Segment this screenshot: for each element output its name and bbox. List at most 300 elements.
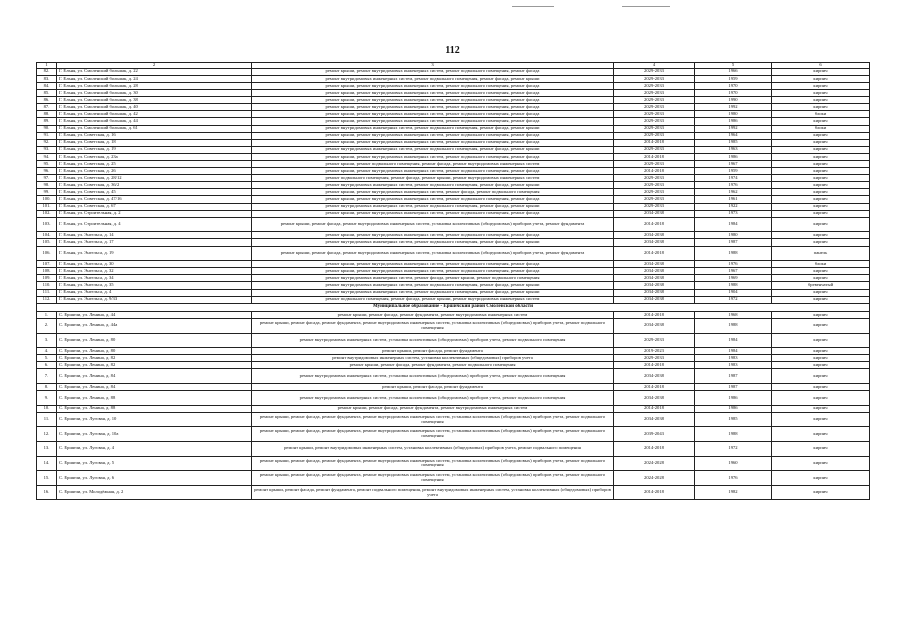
wall-material-cell: кирпич	[772, 427, 870, 442]
row-number: 103.	[37, 217, 57, 232]
row-number: 105.	[37, 239, 57, 246]
row-number: 108.	[37, 268, 57, 275]
address-cell: Г. Ельня, ул. Энгельса, д. 30	[57, 261, 252, 268]
period-cell: 2019-2023	[614, 348, 695, 355]
period-cell: 2029-2033	[614, 111, 695, 118]
top-rule-left	[512, 6, 554, 7]
table-row	[37, 68, 870, 75]
column-number: 4	[614, 63, 695, 69]
address-cell: Г. Ельня, ул. Смоленский большак, д. 22	[57, 68, 252, 75]
row-number: 4.	[37, 348, 57, 355]
row-number: 102.	[37, 210, 57, 217]
period-cell: 2029-2033	[614, 146, 695, 153]
address-cell: С. Ершичи, ул. Ленина, д. 88	[57, 405, 252, 412]
period-cell: 2014-2018	[614, 362, 695, 369]
table-row	[37, 111, 870, 118]
address-cell: Г. Ельня, ул. Энгельса, д. 14	[57, 232, 252, 239]
table-row	[37, 333, 870, 348]
row-number: 83.	[37, 75, 57, 82]
address-cell: Г. Ельня, ул. Советская, д. 16	[57, 132, 252, 139]
page-number: 112	[445, 45, 460, 56]
build-year-cell: 1983	[695, 362, 772, 369]
build-year-cell: 1986	[695, 118, 772, 125]
period-cell: 2024-2028	[614, 456, 695, 471]
wall-material-cell: кирпич	[772, 68, 870, 75]
wall-material-cell: кирпич	[772, 161, 870, 168]
row-number: 94.	[37, 153, 57, 160]
works-cell: ремонт крыши, ремонт фасада, ремонт внутридомовых инженерных систем, установка коллективных (общедомовых) приборов учета, ремонт фундамента	[252, 246, 614, 261]
row-number: 93.	[37, 146, 57, 153]
row-number: 13.	[37, 442, 57, 457]
build-year-cell: 1984	[695, 348, 772, 355]
build-year-cell: 1970	[695, 82, 772, 89]
period-cell: 2029-2033	[614, 175, 695, 182]
wall-material-cell: кирпич	[772, 90, 870, 97]
table-row	[37, 391, 870, 406]
address-cell: С. Ершичи, ул. Ленина, д. 80	[57, 348, 252, 355]
table-row	[37, 75, 870, 82]
table-row	[37, 362, 870, 369]
works-cell: ремонт крыши, ремонт внутридомовых инженерных систем, ремонт подвального помещения, ремонт фасада	[252, 268, 614, 275]
column-number: 5	[695, 63, 772, 69]
wall-material-cell: кирпич	[772, 232, 870, 239]
works-cell: ремонт крыши, ремонт внутридомовых инженерных систем, ремонт подвального помещения, ремонт фасада	[252, 196, 614, 203]
wall-material-cell: кирпич	[772, 442, 870, 457]
address-cell: С. Ершичи, ул. Луговая, д. 5	[57, 456, 252, 471]
works-cell: ремонт внутридомовых инженерных систем, ремонт подвального помещения, ремонт фасада, ремонт крыши	[252, 289, 614, 296]
wall-material-cell: бревенчатый	[772, 282, 870, 289]
table-row	[37, 471, 870, 486]
address-cell: Г. Ельня, ул. Смоленский большак, д. 38	[57, 97, 252, 104]
wall-material-cell: кирпич	[772, 355, 870, 362]
works-cell: ремонт крыши, ремонт фасада, ремонт фундамента	[252, 348, 614, 355]
wall-material-cell: блоки	[772, 125, 870, 132]
address-cell: Г. Ельня, ул. Советская, д. 19	[57, 146, 252, 153]
build-year-cell: 1988	[695, 282, 772, 289]
wall-material-cell: кирпич	[772, 348, 870, 355]
period-cell: 2029-2033	[614, 68, 695, 75]
address-cell: Г. Ельня, ул. Советская, д. 28/12	[57, 175, 252, 182]
table-row	[37, 175, 870, 182]
wall-material-cell: кирпич	[772, 405, 870, 412]
wall-material-cell: кирпич	[772, 75, 870, 82]
build-year-cell: 1959	[695, 75, 772, 82]
table-row	[37, 82, 870, 89]
table-row	[37, 348, 870, 355]
address-cell: Г. Ельня, ул. Смоленский большак, д. 24	[57, 75, 252, 82]
table-row	[37, 405, 870, 412]
build-year-cell: 1922	[695, 203, 772, 210]
wall-material-cell: кирпич	[772, 132, 870, 139]
build-year-cell: 1982	[695, 485, 772, 500]
row-number: 2.	[37, 318, 57, 333]
period-cell: 2034-2038	[614, 239, 695, 246]
works-cell: ремонт внутридомовых инженерных систем, ремонт подвального помещения, ремонт фасада, ремонт крыши	[252, 282, 614, 289]
wall-material-cell: кирпич	[772, 104, 870, 111]
works-cell: ремонт внутридомовых инженерных систем, установка коллективных (общедомовых) приборов учета, ремонт подвального помещения	[252, 333, 614, 348]
row-number: 10.	[37, 405, 57, 412]
wall-material-cell: кирпич	[772, 384, 870, 391]
address-cell: С. Ершичи, ул. Ленина, д. 84	[57, 384, 252, 391]
table-row	[37, 289, 870, 296]
address-cell: Г. Ельня, ул. Энгельса, д. 35	[57, 282, 252, 289]
works-cell: ремонт крыши, ремонт фасада, ремонт фундамента, ремонт внутридомовых инженерных систем	[252, 405, 614, 412]
row-number: 6.	[37, 362, 57, 369]
works-cell: ремонт крыши, ремонт внутридомовых инженерных систем, ремонт подвального помещения, ремонт фасада	[252, 232, 614, 239]
period-cell: 2014-2018	[614, 153, 695, 160]
address-cell: Г. Ельня, ул. Энгельса, д. 34	[57, 275, 252, 282]
period-cell: 2014-2018	[614, 442, 695, 457]
row-number: 96.	[37, 168, 57, 175]
table-row	[37, 146, 870, 153]
row-number: 11.	[37, 412, 57, 427]
build-year-cell: 1967	[695, 161, 772, 168]
build-year-cell: 1972	[695, 442, 772, 457]
table-row	[37, 104, 870, 111]
table-row	[37, 427, 870, 442]
build-year-cell: 1961	[695, 196, 772, 203]
column-number: 6	[772, 63, 870, 69]
wall-material-cell: кирпич	[772, 196, 870, 203]
period-cell: 2014-2018	[614, 405, 695, 412]
works-cell: ремонт внутридомовых инженерных систем, установка коллективных (общедомовых) приборов учета	[252, 355, 614, 362]
build-year-cell: 1964	[695, 132, 772, 139]
row-number: 16.	[37, 485, 57, 500]
row-number: 87.	[37, 104, 57, 111]
period-cell: 2034-2038	[614, 391, 695, 406]
works-cell: ремонт крыши, ремонт фасада, ремонт фундамента, ремонт внутридомовых инженерных систем	[252, 311, 614, 318]
build-year-cell: 1985	[695, 412, 772, 427]
works-cell: ремонт крыши, ремонт фасада, ремонт фундамента, ремонт внутридомовых инженерных систем, установка коллективных (общедомовых) приборов учета, ремонт подвального помещения	[252, 427, 614, 442]
build-year-cell: 1986	[695, 405, 772, 412]
address-cell: Г. Ельня, ул. Советская, д. 67	[57, 203, 252, 210]
build-year-cell: 1968	[695, 311, 772, 318]
period-cell: 2029-2033	[614, 97, 695, 104]
period-cell: 2034-2038	[614, 412, 695, 427]
period-cell: 2034-2038	[614, 318, 695, 333]
period-cell: 2029-2033	[614, 203, 695, 210]
row-number: 95.	[37, 161, 57, 168]
row-number: 99.	[37, 189, 57, 196]
period-cell: 2014-2018	[614, 384, 695, 391]
works-cell: ремонт внутридомовых инженерных систем, ремонт подвального помещения, ремонт фасада, ремонт крыши	[252, 239, 614, 246]
address-cell: С. Ершичи, ул. Ленина, д. 88	[57, 391, 252, 406]
row-number: 100.	[37, 196, 57, 203]
build-year-cell: 1972	[695, 296, 772, 303]
works-cell: ремонт крыши, ремонт фасада, ремонт фундамента, ремонт внутридомовых инженерных систем, установка коллективных (общедомовых) приборов учета, ремонт подвального помещения	[252, 412, 614, 427]
table-row	[37, 153, 870, 160]
row-number: 111.	[37, 289, 57, 296]
build-year-cell: 1974	[695, 175, 772, 182]
works-cell: ремонт крыши, ремонт внутридомовых инженерных систем, ремонт подвального помещения, ремонт фасада	[252, 132, 614, 139]
works-cell: ремонт крыши, ремонт фасада, ремонт фундамента, ремонт внутридомовых инженерных систем, установка коллективных (общедомовых) приборов учета, ремонт подвального помещения	[252, 318, 614, 333]
period-cell: 2029-2033	[614, 104, 695, 111]
table-row	[37, 318, 870, 333]
period-cell: 2029-2033	[614, 182, 695, 189]
table-row	[37, 282, 870, 289]
wall-material-cell: кирпич	[772, 412, 870, 427]
table-row	[37, 412, 870, 427]
wall-material-cell: кирпич	[772, 268, 870, 275]
build-year-cell: 1992	[695, 104, 772, 111]
table-row	[37, 369, 870, 384]
period-cell: 2034-2038	[614, 275, 695, 282]
address-cell: Г. Ельня, ул. Строительная, д. 4	[57, 217, 252, 232]
section-header-row	[37, 303, 870, 311]
row-number: 98.	[37, 182, 57, 189]
works-cell: ремонт крыши, ремонт внутридомовых инженерных систем, ремонт подвального помещения, ремонт фасада	[252, 139, 614, 146]
wall-material-cell: кирпич	[772, 275, 870, 282]
address-cell: Г. Ельня, ул. Энгельса, д. 9/33	[57, 296, 252, 303]
address-cell: С. Ершичи, ул. Ленина, д. 82	[57, 362, 252, 369]
period-cell: 2029-2033	[614, 82, 695, 89]
build-year-cell: 1904	[695, 289, 772, 296]
table-row	[37, 189, 870, 196]
wall-material-cell: кирпич	[772, 485, 870, 500]
works-cell: ремонт крыши, ремонт внутридомовых инженерных систем, ремонт фасада, ремонт подвального помещения	[252, 189, 614, 196]
top-rule-right	[622, 6, 670, 7]
table-row	[37, 261, 870, 268]
build-year-cell: 1987	[695, 239, 772, 246]
table-row	[37, 90, 870, 97]
works-cell: ремонт крыши, ремонт подвального помещения, ремонт фасада, ремонт внутридомовых инженерных систем	[252, 161, 614, 168]
address-cell: Г. Ельня, ул. Смоленский большак, д. 30	[57, 90, 252, 97]
period-cell: 2029-2033	[614, 333, 695, 348]
build-year-cell: 1990	[695, 97, 772, 104]
period-cell: 2014-2018	[614, 139, 695, 146]
works-cell: ремонт подвального помещения, ремонт фасада, ремонт крыши, ремонт внутридомовых инженерных систем	[252, 175, 614, 182]
period-cell: 2034-2038	[614, 296, 695, 303]
table-row	[37, 355, 870, 362]
row-number: 85.	[37, 90, 57, 97]
period-cell: 2029-2033	[614, 75, 695, 82]
wall-material-cell: кирпич	[772, 471, 870, 486]
table-row	[37, 384, 870, 391]
works-cell: ремонт крыши, ремонт фасада, ремонт внутридомовых инженерных систем, установка коллективных (общедомовых) приборов учета, ремонт фундамента	[252, 217, 614, 232]
wall-material-cell: кирпич	[772, 97, 870, 104]
build-year-cell: 1976	[695, 182, 772, 189]
period-cell: 2029-2033	[614, 161, 695, 168]
address-cell: Г. Ельня, ул. Энгельса, д. 17	[57, 239, 252, 246]
wall-material-cell: кирпич	[772, 203, 870, 210]
row-number: 107.	[37, 261, 57, 268]
period-cell: 2039-2043	[614, 427, 695, 442]
table-row	[37, 239, 870, 246]
period-cell: 2034-2038	[614, 289, 695, 296]
period-cell: 2029-2033	[614, 125, 695, 132]
table-row	[37, 217, 870, 232]
table-row	[37, 456, 870, 471]
works-cell: ремонт крыши, ремонт внутридомовых инженерных систем, ремонт подвального помещения, ремонт фасада	[252, 168, 614, 175]
table-row	[37, 132, 870, 139]
period-cell: 2014-2018	[614, 311, 695, 318]
works-cell: ремонт крыши, ремонт внутридомовых инженерных систем, ремонт подвального помещения, ремонт фасада	[252, 118, 614, 125]
build-year-cell: 1963	[695, 146, 772, 153]
wall-material-cell: кирпич	[772, 362, 870, 369]
wall-material-cell: блоки	[772, 261, 870, 268]
wall-material-cell: кирпич	[772, 289, 870, 296]
build-year-cell: 1988	[695, 318, 772, 333]
repair-schedule-table	[36, 62, 869, 500]
address-cell: С. Ершичи, ул. Ленина, д. 44а	[57, 318, 252, 333]
wall-material-cell: панель	[772, 246, 870, 261]
works-cell: ремонт крыши, ремонт внутридомовых инженерных систем, ремонт подвального помещения, ремонт фасада	[252, 82, 614, 89]
build-year-cell: 1969	[695, 275, 772, 282]
table-row	[37, 182, 870, 189]
row-number: 7.	[37, 369, 57, 384]
row-number: 97.	[37, 175, 57, 182]
wall-material-cell: кирпич	[772, 139, 870, 146]
works-cell: ремонт внутридомовых инженерных систем, установка коллективных (общедомовых) приборов учета, ремонт подвального помещения	[252, 391, 614, 406]
wall-material-cell: кирпич	[772, 118, 870, 125]
wall-material-cell: блоки	[772, 111, 870, 118]
table-row	[37, 196, 870, 203]
period-cell: 2024-2028	[614, 471, 695, 486]
build-year-cell: 1976	[695, 261, 772, 268]
works-cell: ремонт крыши, ремонт внутридомовых инженерных систем, ремонт подвального помещения, ремонт фасада	[252, 210, 614, 217]
wall-material-cell: кирпич	[772, 333, 870, 348]
address-cell: Г. Ельня, ул. Строительная, д. 2	[57, 210, 252, 217]
table-row	[37, 275, 870, 282]
table-row	[37, 232, 870, 239]
table-row	[37, 203, 870, 210]
works-cell: ремонт внутридомовых инженерных систем, установка коллективных (общедомовых) приборов учета, ремонт подвального помещения	[252, 369, 614, 384]
address-cell: Г. Ельня, ул. Советская, д. 36/2	[57, 182, 252, 189]
row-number: 104.	[37, 232, 57, 239]
table-row	[37, 268, 870, 275]
address-cell: С. Ершичи, ул. Ленина, д. 44	[57, 311, 252, 318]
address-cell: С. Ершичи, ул. Луговая, д. 10а	[57, 427, 252, 442]
period-cell: 2034-2038	[614, 369, 695, 384]
address-cell: Г. Ельня, ул. Советская, д. 26	[57, 168, 252, 175]
row-number: 9.	[37, 391, 57, 406]
build-year-cell: 1986	[695, 153, 772, 160]
address-cell: Г. Ельня, ул. Смоленский большак, д. 44	[57, 118, 252, 125]
address-cell: С. Ершичи, ул. Луговая, д. 4	[57, 442, 252, 457]
wall-material-cell: кирпич	[772, 369, 870, 384]
works-cell: ремонт крыши, ремонт внутридомовых инженерных систем, ремонт подвального помещения, ремонт фасада	[252, 90, 614, 97]
works-cell: ремонт крыши, ремонт внутридомовых инженерных систем, ремонт подвального помещения, ремонт фасада	[252, 68, 614, 75]
works-cell: ремонт крыши, ремонт внутридомовых инженерных систем, ремонт подвального помещения, ремонт фасада	[252, 97, 614, 104]
table-row	[37, 118, 870, 125]
row-number: 109.	[37, 275, 57, 282]
wall-material-cell: кирпич	[772, 318, 870, 333]
address-cell: С. Ершичи, ул. Луговая, д. 6	[57, 471, 252, 486]
build-year-cell: 1987	[695, 369, 772, 384]
table-row	[37, 125, 870, 132]
build-year-cell: 1976	[695, 471, 772, 486]
wall-material-cell: кирпич	[772, 311, 870, 318]
table-row	[37, 246, 870, 261]
address-cell: С. Ершичи, ул. Ленина, д. 84	[57, 369, 252, 384]
works-cell: ремонт внутридомовых инженерных систем, ремонт фасада, ремонт крыши, ремонт подвального помещения	[252, 275, 614, 282]
column-number: 3	[252, 63, 614, 69]
works-cell: ремонт крыши, ремонт фасада, ремонт фундамента, ремонт внутридомовых инженерных систем, установка коллективных (общедомовых) приборов учета, ремонт подвального помещения	[252, 456, 614, 471]
build-year-cell: 1988	[695, 427, 772, 442]
row-number: 84.	[37, 82, 57, 89]
period-cell: 2014-2018	[614, 168, 695, 175]
address-cell: С. Ершичи, ул. Молодёжная, д. 2	[57, 485, 252, 500]
row-number: 86.	[37, 97, 57, 104]
table-row	[37, 210, 870, 217]
works-cell: ремонт крыши, ремонт фасада, ремонт фундамента, ремонт внутридомовых инженерных систем, установка коллективных (общедомовых) приборов учета, ремонт подвального помещения	[252, 471, 614, 486]
works-cell: ремонт крыши, ремонт фасада, ремонт фундамента, ремонт подвального помещения, ремонт внутридомовых инженерных систем, установка коллективных (общедомовых) приборов учета	[252, 485, 614, 500]
works-cell: ремонт внутридомовых инженерных систем, ремонт подвального помещения, ремонт фасада, ремонт крыши	[252, 75, 614, 82]
build-year-cell: 1959	[695, 168, 772, 175]
works-cell: ремонт крыши, ремонт фасада, ремонт фундамента	[252, 384, 614, 391]
period-cell: 2029-2033	[614, 355, 695, 362]
period-cell: 2029-2033	[614, 118, 695, 125]
build-year-cell: 1992	[695, 125, 772, 132]
row-number: 110.	[37, 282, 57, 289]
address-cell: Г. Ельня, ул. Советская, д. 18	[57, 139, 252, 146]
period-cell: 2014-2018	[614, 485, 695, 500]
wall-material-cell: кирпич	[772, 175, 870, 182]
row-number: 14.	[37, 456, 57, 471]
build-year-cell: 1962	[695, 189, 772, 196]
build-year-cell: 1985	[695, 139, 772, 146]
period-cell: 2029-2033	[614, 132, 695, 139]
wall-material-cell: кирпич	[772, 189, 870, 196]
wall-material-cell: кирпич	[772, 146, 870, 153]
table-row	[37, 161, 870, 168]
build-year-cell: 1984	[695, 333, 772, 348]
works-cell: ремонт крыши, ремонт фасада, ремонт фундамента, ремонт подвального помещения	[252, 362, 614, 369]
table-row	[37, 296, 870, 303]
column-number: 2	[57, 63, 252, 69]
wall-material-cell: кирпич	[772, 239, 870, 246]
build-year-cell: 1966	[695, 68, 772, 75]
period-cell: 2029-2033	[614, 196, 695, 203]
row-number: 82.	[37, 68, 57, 75]
wall-material-cell: кирпич	[772, 182, 870, 189]
row-number: 112.	[37, 296, 57, 303]
build-year-cell: 1967	[695, 268, 772, 275]
address-cell: С. Ершичи, ул. Ленина, д. 80	[57, 333, 252, 348]
table-row	[37, 139, 870, 146]
row-number: 1.	[37, 311, 57, 318]
address-cell: Г. Ельня, ул. Смоленский большак, д. 40	[57, 104, 252, 111]
period-cell: 2034-2038	[614, 268, 695, 275]
build-year-cell: 1980	[695, 111, 772, 118]
period-cell: 2029-2033	[614, 90, 695, 97]
address-cell: Г. Ельня, ул. Советская, д. 47/16	[57, 196, 252, 203]
wall-material-cell: кирпич	[772, 82, 870, 89]
build-year-cell: 1960	[695, 456, 772, 471]
works-cell: ремонт крыши, ремонт внутридомовых инженерных систем, ремонт подвального помещения, ремонт фасада	[252, 261, 614, 268]
works-cell: ремонт крыши, ремонт внутридомовых инженерных систем, ремонт подвального помещения, ремонт фасада	[252, 111, 614, 118]
wall-material-cell: кирпич	[772, 296, 870, 303]
build-year-cell: 1970	[695, 90, 772, 97]
row-number: 8.	[37, 384, 57, 391]
build-year-cell: 1980	[695, 232, 772, 239]
table-row	[37, 168, 870, 175]
address-cell: С. Ершичи, ул. Луговая, д. 10	[57, 412, 252, 427]
period-cell: 2034-2038	[614, 261, 695, 268]
period-cell: 2034-2038	[614, 282, 695, 289]
period-cell: 2034-2038	[614, 232, 695, 239]
works-cell: ремонт крыши, ремонт внутридомовых инженерных систем, ремонт подвального помещения, ремонт фасада	[252, 153, 614, 160]
build-year-cell: 1984	[695, 217, 772, 232]
table-row	[37, 485, 870, 500]
period-cell: 2014-2018	[614, 217, 695, 232]
works-cell: ремонт крыши, ремонт внутридомовых инженерных систем, ремонт подвального помещения, ремонт фасада	[252, 104, 614, 111]
address-cell: Г. Ельня, ул. Советская, д. 25	[57, 161, 252, 168]
row-number: 101.	[37, 203, 57, 210]
address-cell: Г. Ельня, ул. Советская, д. 23а	[57, 153, 252, 160]
works-cell: ремонт внутридомовых инженерных систем, ремонт подвального помещения, ремонт фасада, ремонт крыши	[252, 146, 614, 153]
row-number: 106.	[37, 246, 57, 261]
